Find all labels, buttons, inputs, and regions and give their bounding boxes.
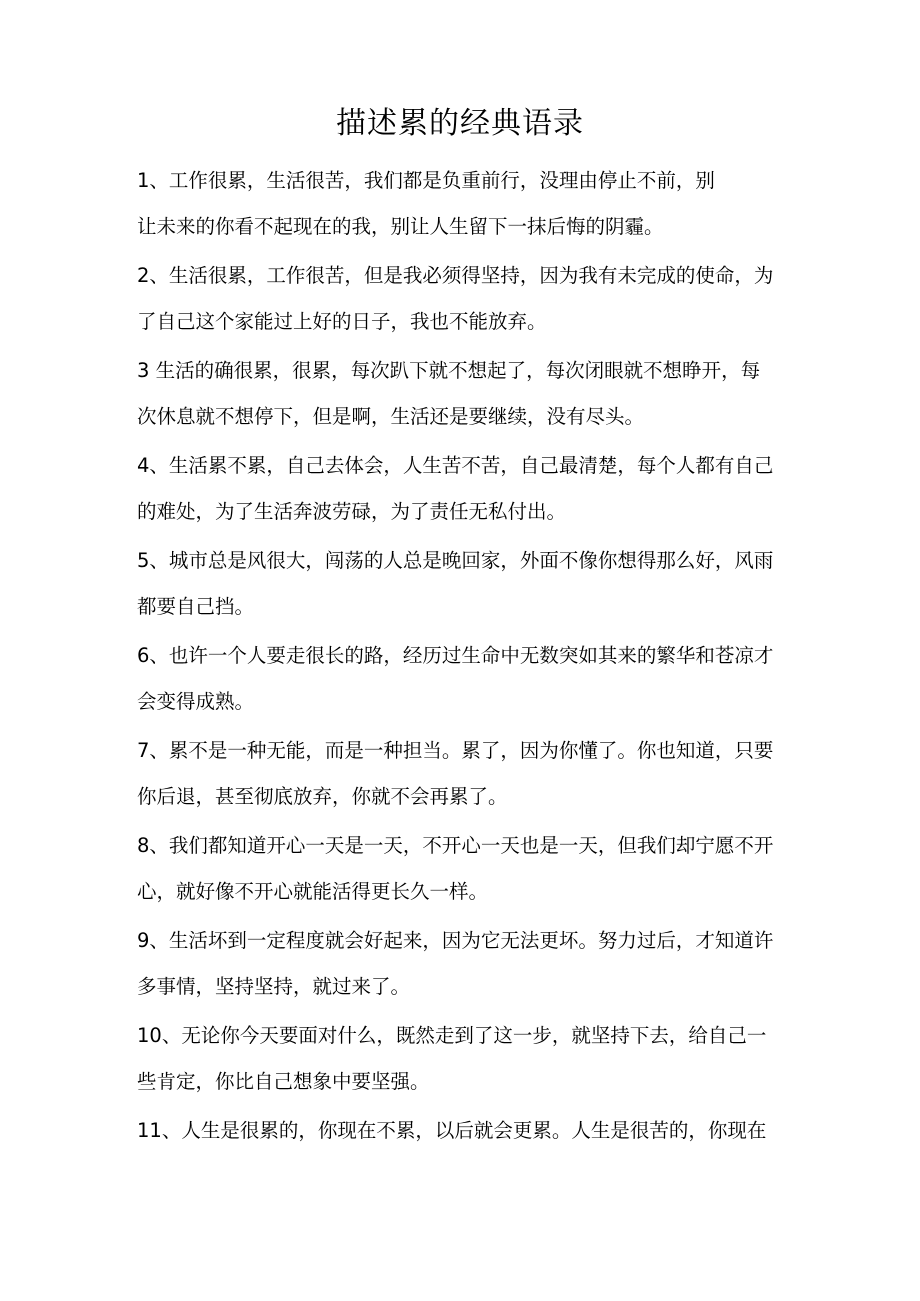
paragraph-line: 4、生活累不累，自己去体会，人生苦不苦，自己最清楚，每个人都有自己 [137, 454, 774, 477]
quote-paragraph-9 [137, 918, 785, 1010]
quote-paragraph-4 [137, 443, 785, 535]
quote-paragraph-10 [137, 1013, 785, 1105]
paragraph-line: 11、人生是很累的，你现在不累，以后就会更累。人生是很苦的，你现在 [137, 1119, 767, 1142]
paragraph-line: 2、生活很累，工作很苦，但是我必须得坚持，因为我有未完成的使命，为 [137, 264, 774, 287]
paragraph-line: 7、累不是一种无能，而是一种担当。累了，因为你懂了。你也知道，只要 [137, 739, 774, 762]
paragraph-line: 心，就好像不开心就能活得更长久一样。 [137, 880, 489, 903]
paragraph-line: 多事情，坚持坚持，就过来了。 [137, 975, 411, 998]
paragraph-line: 6、也许一个人要走很长的路，经历过生命中无数突如其来的繁华和苍凉才 [137, 644, 774, 667]
paragraph-line: 9、生活坏到一定程度就会好起来，因为它无法更坏。努力过后，才知道许 [137, 929, 774, 952]
quote-paragraph-7 [137, 728, 785, 820]
document-title: 描述累的经典语录 [336, 106, 584, 141]
paragraph-line: 次休息就不想停下，但是啊，生活还是要继续，没有尽头。 [137, 405, 645, 428]
quote-paragraph-8 [137, 823, 785, 915]
paragraph-line: 8、我们都知道开心一天是一天，不开心一天也是一天，但我们却宁愿不开 [137, 834, 774, 857]
paragraph-line: 5、城市总是风很大，闯荡的人总是晚回家，外面不像你想得那么好，风雨 [137, 549, 774, 572]
quote-paragraph-11 [137, 1108, 785, 1154]
paragraph-line: 3 生活的确很累，很累，每次趴下就不想起了，每次闭眼就不想睁开，每 [137, 359, 761, 382]
quote-paragraph-6 [137, 633, 785, 725]
paragraph-line: 会变得成熟。 [137, 690, 255, 713]
document-body [137, 158, 785, 1154]
quote-paragraph-3 [137, 348, 785, 440]
paragraph-line: 了自己这个家能过上好的日子，我也不能放弃。 [137, 310, 547, 333]
paragraph-line: 都要自己挡。 [137, 595, 255, 618]
quote-paragraph-2 [137, 253, 785, 345]
paragraph-line: 的难处，为了生活奔波劳碌，为了责任无私付出。 [137, 500, 567, 523]
paragraph-line: 些肯定，你比自己想象中要坚强。 [137, 1070, 430, 1093]
quote-paragraph-1 [137, 158, 785, 250]
paragraph-line: 让未来的你看不起现在的我，别让人生留下一抹后悔的阴霾。 [137, 215, 664, 238]
paragraph-line: 1、工作很累，生活很苦，我们都是负重前行，没理由停止不前，别 [137, 169, 715, 192]
paragraph-line: 10、无论你今天要面对什么，既然走到了这一步，就坚持下去，给自己一 [137, 1024, 767, 1047]
quote-paragraph-5 [137, 538, 785, 630]
paragraph-line: 你后退，甚至彻底放弃，你就不会再累了。 [137, 785, 508, 808]
